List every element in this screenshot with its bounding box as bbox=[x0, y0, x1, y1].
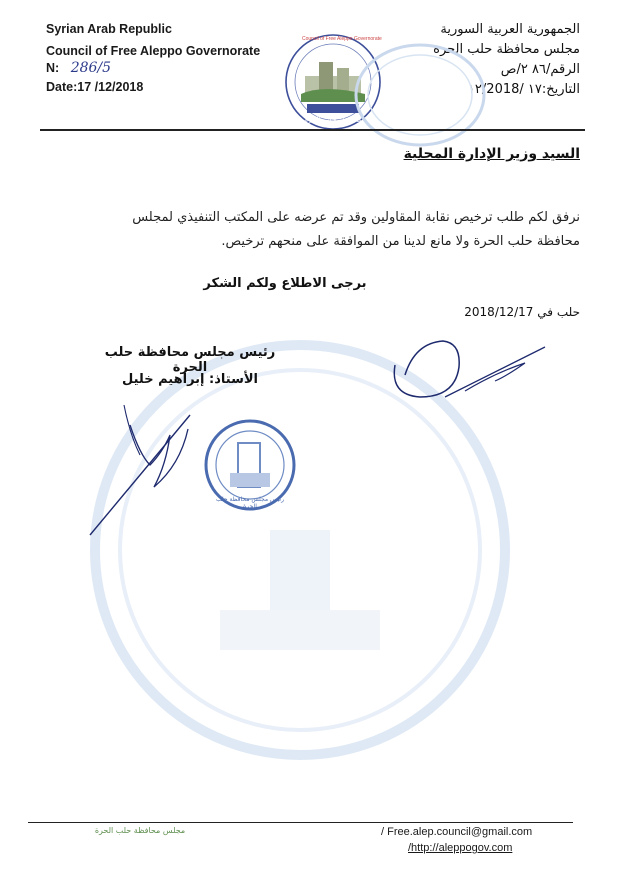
header-country-en: Syrian Arab Republic bbox=[46, 22, 172, 36]
signature-stamp-ring-text: رئيس مجلس محافظة حلب الحرة bbox=[216, 496, 284, 510]
header-number-en bbox=[46, 60, 111, 76]
body-line-1: نرفق لكم طلب ترخيص نقابة المقاولين وقد تم عرضه على المكتب التنفيذي لمجلس bbox=[132, 210, 580, 225]
number-value: 286/5 bbox=[70, 60, 112, 76]
footer-website[interactable]: /http://aleppogov.com bbox=[408, 842, 513, 854]
footer-divider bbox=[28, 822, 573, 823]
header-number-ar: الرقم/٨٦ ٢/ص bbox=[500, 62, 580, 77]
footer-email[interactable]: / Free.alep.council@gmail.com bbox=[381, 826, 533, 838]
footer-council-ar: مجلس محافظة حلب الحرة bbox=[94, 826, 186, 835]
date-value: 17 /12/2018 bbox=[77, 80, 144, 94]
signature-right bbox=[385, 325, 555, 415]
logo-stamp-bottom-text: محافظة حلب الحرة bbox=[304, 116, 362, 124]
signature-left bbox=[70, 395, 210, 545]
faint-stamp-top-right bbox=[350, 40, 490, 150]
header-date-en bbox=[46, 80, 143, 94]
body-line-2: محافظة حلب الحرة ولا مانع لدينا من الموافقة على منحهم ترخيص. bbox=[221, 234, 580, 249]
signatory-name: الأستاذ: إبراهيم خليل bbox=[121, 372, 258, 387]
header-council-ar: مجلس محافظة حلب الحرة bbox=[433, 42, 580, 57]
header-date-ar: التاريخ:١٧ /١٢/2018 bbox=[467, 82, 580, 97]
place-date: حلب في 2018/12/17 bbox=[464, 305, 580, 319]
header-council-en: Council of Free Aleppo Governorate bbox=[46, 44, 261, 58]
signatory-title: رئيس مجلس محافظة حلب الحرة bbox=[104, 345, 276, 375]
addressee: السيد وزير الإدارة المحلية bbox=[403, 146, 580, 162]
logo-stamp-ring-text: Council of Free Aleppo Governorate bbox=[302, 36, 382, 42]
header-divider bbox=[40, 129, 585, 131]
header-country-ar: الجمهورية العربية السورية bbox=[440, 22, 580, 37]
closing-line: برجى الاطلاع ولكم الشكر bbox=[203, 276, 367, 291]
date-label: Date: bbox=[46, 80, 78, 94]
number-label: N: bbox=[46, 61, 60, 75]
